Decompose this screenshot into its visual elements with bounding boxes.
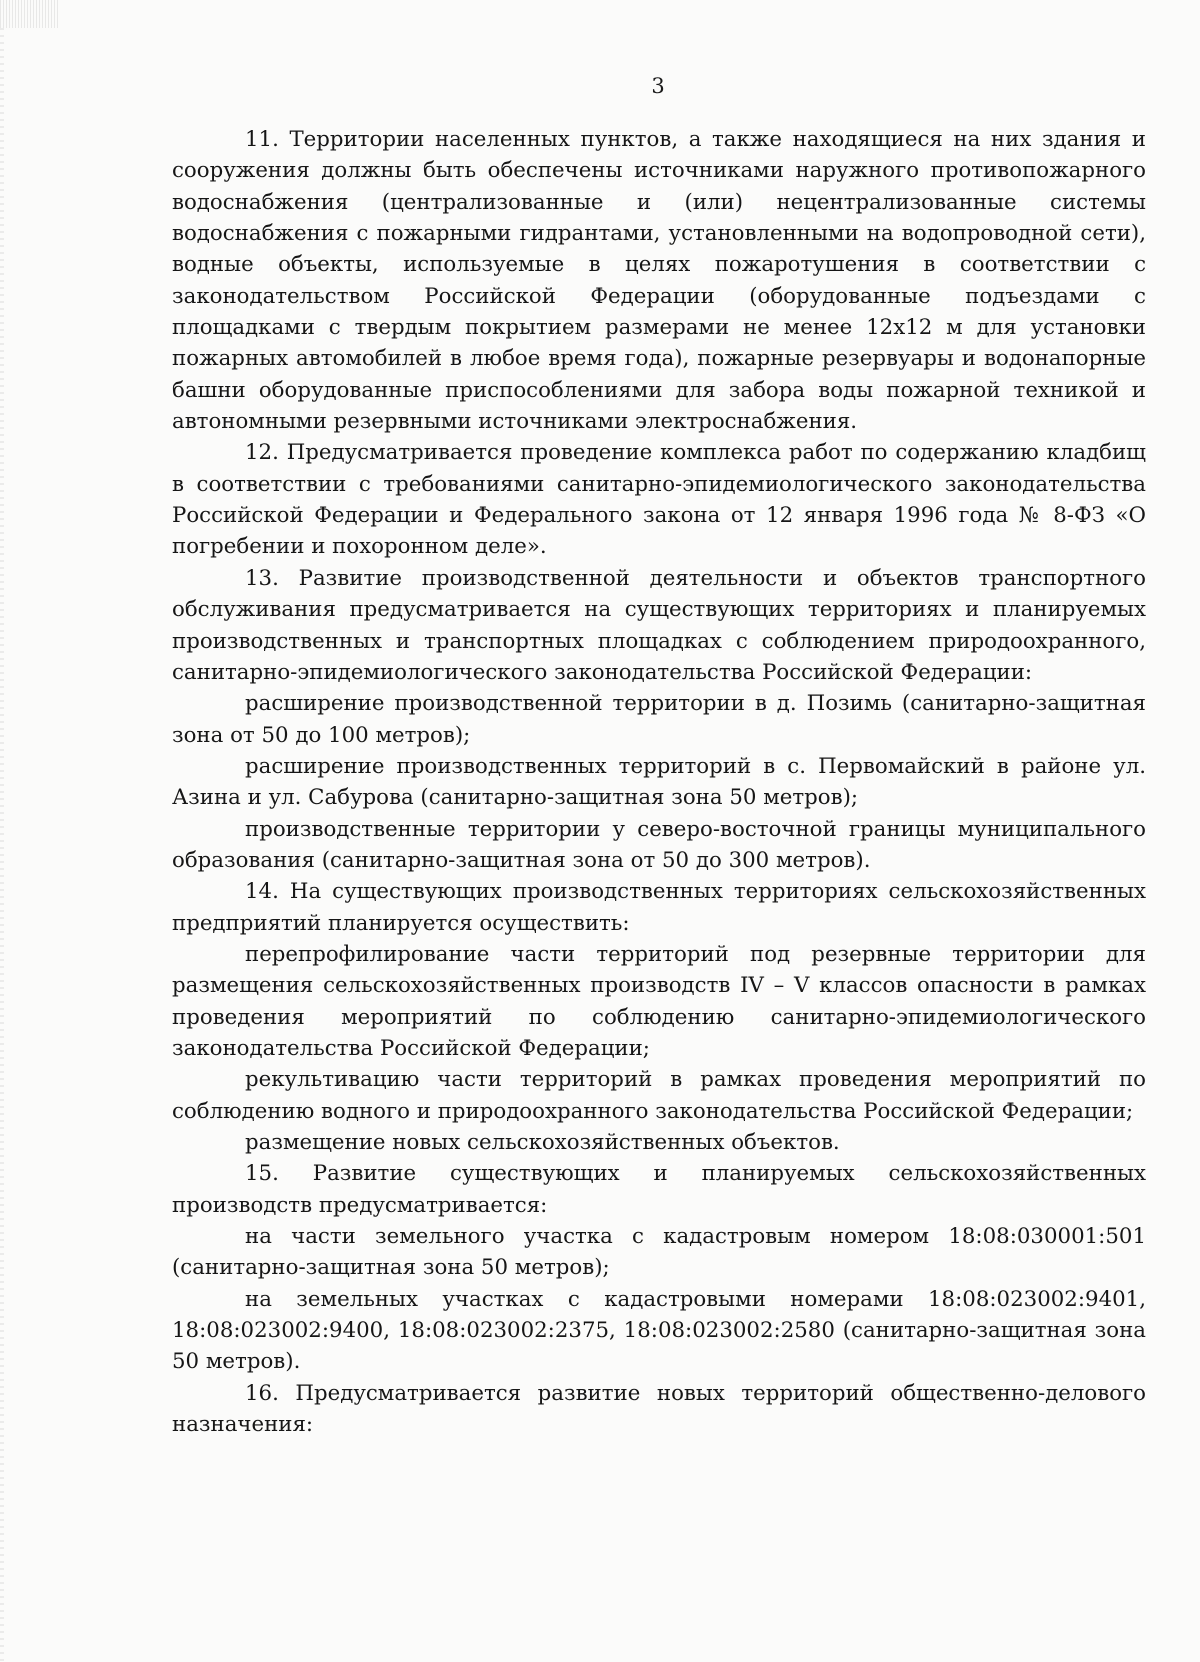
list-item: производственные территории у северо-восточной границы муниципального образования (санитарно-защитная зона от 50 до 300 метров). [172,816,1146,873]
list-item: расширение производственной территории в д. Позимь (санитарно-защитная зона от 50 до 100 метров); [172,691,1146,748]
paragraph-16: 16. Предусматривается развитие новых территорий общественно-делового назначения: [172,1380,1146,1438]
paragraph-11: 11. Территории населенных пунктов, а также находящиеся на них здания и сооружения должны быть обеспечены источниками наружного противопожарного водоснабжения (централизованные и (или) нецентрализованные системы водоснабжения с пожарными гидрантами, установленными на водопроводной сети), водные объекты, используемые в целях пожаротушения в соответствии с законодательством Российской Федерации (оборудованные подъездами с площадками с твердым покрытием размерами не менее 12х12 м для установки пожарных автомобилей в любое время года), пожарные резервуары и водонапорные башни оборудованные приспособлениями для забора воды пожарной техникой и автономными резервными источниками электроснабжения. [172,127,1146,435]
list-item: на земельных участках с кадастровыми номерами 18:08:023002:9401, 18:08:023002:9400, 18:08:023002:2375, 18:08:023002:2580 (санитарно-защитная зона 50 метров). [172,1286,1146,1375]
list-item: рекультивацию части территорий в рамках проведения мероприятий по соблюдению водного и природоохранного законодательства Российской Федерации; [172,1067,1146,1124]
paragraph-12: 12. Предусматривается проведение комплекса работ по содержанию кладбищ в соответствии с требованиями санитарно-эпидемиологического законодательства Российской Федерации и Федерального закона от 12 января 1996 года № 8-ФЗ «О погребении и похоронном деле». [172,440,1146,560]
list-item: расширение производственных территорий в с. Первомайский в районе ул. Азина и ул. Сабурова (санитарно-защитная зона 50 метров); [172,753,1146,811]
paragraph-15: 15. Развитие существующих и планируемых сельскохозяйственных производств предусматривается: [172,1161,1146,1218]
paragraph-14: 14. На существующих производственных территориях сельскохозяйственных предприятий планируется осуществить: [172,879,1146,936]
list-item: размещение новых сельскохозяйственных объектов. [245,1130,840,1155]
scan-edge [0,28,4,1662]
list-item: перепрофилирование части территорий под резервные территории для размещения сельскохозяйственных производств IV – V классов опасности в рамках проведения мероприятий по соблюдению санитарно-эпидемиологического законодательства Российской Федерации; [172,941,1146,1061]
page-number: 3 [651,74,665,98]
document-body [172,124,1146,1440]
scan-artifact [0,0,60,28]
list-item: на части земельного участка с кадастровым номером 18:08:030001:501 (санитарно-защитная зона 50 метров); [172,1224,1146,1281]
paragraph-13: 13. Развитие производственной деятельности и объектов транспортного обслуживания предусматривается на существующих территориях и планируемых производственных и транспортных площадках с соблюдением природоохранного, санитарно-эпидемиологического законодательства Российской Федерации: [172,565,1146,685]
